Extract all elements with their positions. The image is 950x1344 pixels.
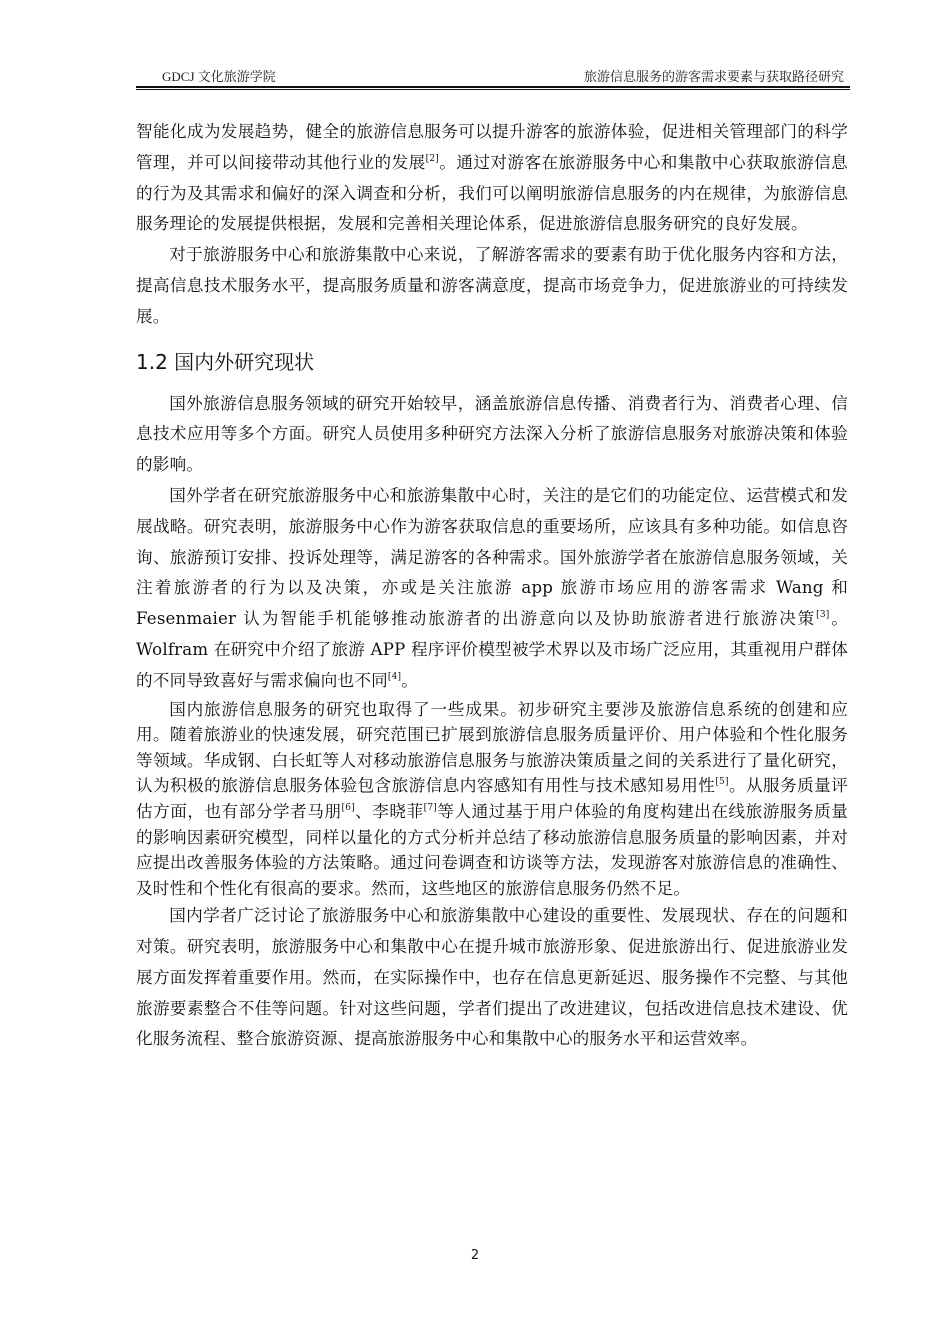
header-institution: GDCJ 文化旅游学院 bbox=[162, 69, 276, 84]
paragraph bbox=[136, 481, 848, 697]
paragraph-text: 国内学者广泛讨论了旅游服务中心和旅游集散中心建设的重要性、发展现状、存在的问题和对策。研究表明，旅游服务中心和集散中心在提升城市旅游形象、促进旅游出行、促进旅游业发展方面发挥着重要作用。然而，在实际操作中，也存在信息更新延迟、服务操作不完整、与其他旅游要素整合不佳等问题。针对这些问题，学者们提出了改进建议，包括改进信息技术建设、优化服务流程、整合旅游资源、提高旅游服务中心和集散中心的服务水平和运营效率。 bbox=[136, 906, 848, 1049]
page-number: 2 bbox=[470, 1248, 480, 1263]
citation-ref: [3] bbox=[816, 610, 830, 621]
citation-ref: [2] bbox=[425, 153, 440, 164]
paragraph bbox=[136, 901, 848, 1055]
paragraph-text: 等人通过基于用户体验的角度构建出在线旅游服务质量的影响因素研究模型，同样以量化的方式分析并总结了移动旅游信息服务质量的影响因素，并对应提出改善服务体验的方法策略。通过问卷调查和访谈等方法，发现游客对旅游信息的准确性、及时性和个性化有很高的要求。然而，这些地区的旅游信息服务仍然不足。 bbox=[136, 801, 848, 898]
paragraph-text: 、李晓菲 bbox=[354, 801, 424, 821]
section-heading: 1.2 国内外研究现状 bbox=[136, 349, 315, 374]
citation-ref: [4] bbox=[387, 671, 402, 682]
header-rule bbox=[136, 86, 850, 88]
document-body bbox=[136, 117, 848, 1055]
paragraph-text: 。从服务质量评估方面，也有部分学者马朋 bbox=[136, 776, 848, 821]
paragraph-text: 国外学者在研究旅游服务中心和旅游集散中心时，关注的是它们的功能定位、运营模式和发展战略。研究表明，旅游服务中心作为游客获取信息的重要场所，应该具有多种功能。如信息咨询、旅游预订安排、投诉处理等，满足游客的各种需求。国外旅游学者在旅游信息服务领域，关注着旅游者的行为以及决策，亦或是关注旅游 app 旅游市场应用的游客需求 Wang 和 Fesenmaier 认为智能手机能够推动旅游者的出游意向以及协助旅游者进行旅游决策 bbox=[136, 485, 848, 629]
paragraph bbox=[136, 389, 848, 481]
paragraph bbox=[136, 697, 848, 902]
paragraph-text: 智能化成为发展趋势，健全的旅游信息服务可以提升游客的旅游体验，促进相关管理部门的科学管理，并可以间接带动其他行业的发展 bbox=[136, 122, 848, 172]
paragraph-text: 。 bbox=[401, 670, 419, 690]
paragraph-text: 国外旅游信息服务领域的研究开始较早，涵盖旅游信息传播、消费者行为、消费者心理、信息技术应用等多个方面。研究人员使用多种研究方法深入分析了旅游信息服务对旅游决策和体验的影响。 bbox=[136, 393, 848, 475]
paragraph-text: 。Wolfram 在研究中介绍了旅游 APP 程序评价模型被学术界以及市场广泛应用，其重视用户群体的不同导致喜好与需求偏向也不同 bbox=[136, 609, 848, 690]
running-header bbox=[136, 66, 850, 86]
header-paper-title: 旅游信息服务的游客需求要素与获取路径研究 bbox=[583, 69, 844, 84]
citation-ref: [6] bbox=[341, 802, 355, 813]
paragraph-text: 对于旅游服务中心和旅游集散中心来说，了解游客需求的要素有助于优化服务内容和方法，提高信息技术服务水平，提高服务质量和游客满意度，提高市场竞争力，促进旅游业的可持续发展。 bbox=[136, 245, 848, 326]
citation-ref: [5] bbox=[715, 777, 729, 788]
header-rule-thin bbox=[136, 89, 850, 90]
citation-ref: [7] bbox=[423, 802, 438, 813]
paragraph bbox=[136, 240, 848, 332]
paragraph-text: 。通过对游客在旅游服务中心和集散中心获取旅游信息的行为及其需求和偏好的深入调查和分析，我们可以阐明旅游信息服务的内在规律，为旅游信息服务理论的发展提供根据，发展和完善相关理论体系，促进旅游信息服务研究的良好发展。 bbox=[136, 152, 848, 234]
paragraph-text: 国内旅游信息服务的研究也取得了一些成果。初步研究主要涉及旅游信息系统的创建和应用。随着旅游业的快速发展，研究范围已扩展到旅游信息服务质量评价、用户体验和个性化服务等领域。华成钢、白长虹等人对移动旅游信息服务与旅游决策质量之间的关系进行了量化研究，认为积极的旅游信息服务体验包含旅游信息内容感知有用性与技术感知易用性 bbox=[136, 699, 848, 796]
paragraph-continuation bbox=[136, 117, 848, 240]
